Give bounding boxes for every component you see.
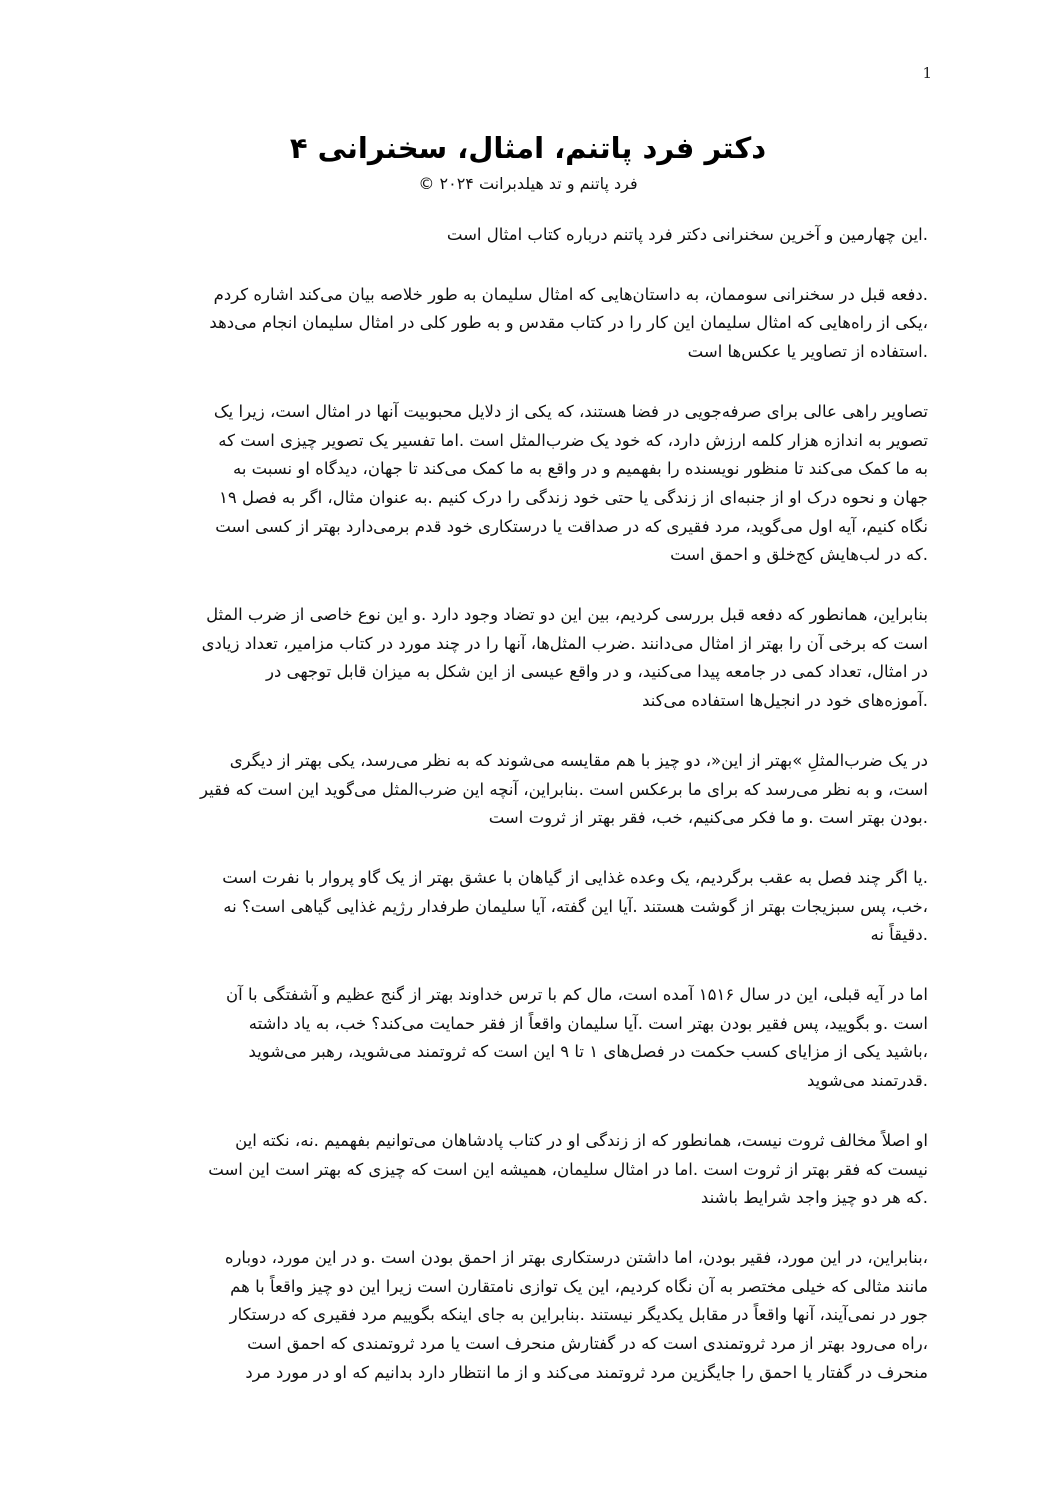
paragraph <box>128 747 928 833</box>
paragraph <box>128 1127 928 1213</box>
text-line: .این چهارمین و آخرین سخنرانی دکتر فرد پاتنم درباره کتاب امثال است <box>446 225 928 244</box>
paragraph <box>128 864 928 950</box>
text-line: جهان و نحوه درک او از جنبه‌ای از زندگی یا حتی خود زندگی را درک کنیم .به عنوان مثال، اگر به فصل ۱۹ <box>219 487 928 507</box>
document-body <box>128 128 928 1419</box>
paragraph <box>128 981 928 1096</box>
text-line: تصاویر راهی عالی برای صرفه‌جویی در فضا هستند، که یکی از دلایل محبوبیت آنها در امثال است، زیرا یک <box>213 401 928 421</box>
text-line: مانند مثالی که خیلی مختصر به آن نگاه کردیم، این یک توازی نامتقارن است زیرا این دو چیز واقعاً با هم <box>230 1276 928 1296</box>
paragraph <box>128 601 928 716</box>
text-line: است که برخی آن را بهتر از امثال می‌دانند .ضرب المثل‌ها، آنها را در چند مورد در کتاب مزامیر، تعداد زیادی <box>201 633 928 653</box>
text-line: ،خب، پس سبزیجات بهتر از گوشت هستند .آیا این گفته، آیا سلیمان طرفدار رژیم غذایی گیاهی است؟ نه <box>223 896 928 916</box>
text-line: .که در لب‌هایش کج‌خلق و احمق است <box>670 545 928 565</box>
paragraph-list <box>128 221 928 1388</box>
copyright-line: فرد پاتنم و تد هیلدبرانت ۲۰۲۴ © <box>418 174 638 193</box>
text-line: تصویر به اندازه هزار کلمه ارزش دارد، که خود یک ضرب‌المثل است .اما تفسیر یک تصویر چیزی است که <box>218 430 928 450</box>
paragraph <box>128 221 928 250</box>
text-line: .دفعه قبل در سخنرانی سوممان، به داستان‌هایی که امثال سلیمان به طور خلاصه بیان می‌کند اشاره کردم <box>213 284 928 304</box>
text-line: نیست که فقر بهتر از ثروت است .اما در امثال سلیمان، همیشه این است که چیزی که بهتر است این است <box>208 1159 928 1179</box>
text-line: بنابراین، همانطور که دفعه قبل بررسی کردیم، بین این دو تضاد وجود دارد .و این نوع خاصی از ضرب المثل <box>206 605 928 625</box>
text-line: .دقیقاً نه <box>870 925 928 945</box>
text-line: .قدرتمند می‌شوید <box>807 1071 928 1091</box>
text-line: نگاه کنیم، آیه اول می‌گوید، مرد فقیری که در صداقت یا درستکاری خود قدم برمی‌دارد بهتر از کسی است <box>215 516 928 536</box>
text-line: است .و بگویید، پس فقیر بودن بهتر است .آیا سلیمان واقعاً از فقر حمایت می‌کند؟ خب، به یاد داشته <box>248 1013 928 1033</box>
text-line: ،باشید یکی از مزایای کسب حکمت در فصل‌های ۱ تا ۹ این است که ثروتمند می‌شوید، رهبر می‌شوید <box>248 1042 928 1062</box>
text-line: است، و به نظر می‌رسد که برای ما برعکس است .بنابراین، آنچه این ضرب‌المثل می‌گوید این است که فقیر <box>200 779 928 799</box>
text-line: .استفاده از تصاویر یا عکس‌ها است <box>687 342 928 362</box>
text-line: .یا اگر چند فصل به عقب برگردیم، یک وعده غذایی از گیاهان با عشق بهتر از یک گاو پروار با نفرت است <box>222 867 928 887</box>
text-line: ،یکی از راه‌هایی که امثال سلیمان این کار را در کتاب مقدس و به طور کلی در امثال سلیمان انجام می‌دهد <box>209 313 928 333</box>
document-title: دکتر فرد پاتنم، امثال، سخنرانی ۴ <box>289 131 767 165</box>
text-line: ،راه می‌رود بهتر از مرد ثروتمندی است که در گفتارش منحرف است یا مرد ثروتمندی که احمق است <box>247 1334 928 1354</box>
text-line: منحرف در گفتار یا احمق را جایگزین مرد ثروتمند می‌کند و از ما انتظار دارد بدانیم که او در مورد مرد <box>245 1362 928 1382</box>
paragraph <box>128 281 928 367</box>
paragraph <box>128 1244 928 1388</box>
text-line: در امثال، تعداد کمی در جامعه پیدا می‌کنید، و در واقع عیسی از این شکل به میزان قابل توجهی در <box>266 662 928 682</box>
text-line: جور در نمی‌آیند، آنها واقعاً در مقابل یکدیگر نیستند .بنابراین به جای اینکه بگوییم مرد فقیری که درستکار <box>229 1305 928 1325</box>
text-line: .بودن بهتر است .و ما فکر می‌کنیم، خب، فقر بهتر از ثروت است <box>488 808 928 828</box>
text-line: او اصلاً مخالف ثروت نیست، همانطور که از زندگی او در کتاب پادشاهان می‌توانیم بفهمیم .نه، نکته این <box>235 1130 928 1150</box>
text-line: .که هر دو چیز واجد شرایط باشند <box>700 1188 928 1208</box>
text-line: به ما کمک می‌کند تا منظور نویسنده را بفهمیم و در واقع به ما کمک می‌کند تا جهان، دیدگاه او نسبت به <box>232 459 928 479</box>
text-line: اما در آیه قبلی، این در سال ۱۵۱۶ آمده است، مال کم با ترس خداوند بهتر از گنج عظیم و آشفتگی با آن <box>226 985 928 1005</box>
text-line: در یک ضرب‌المثلِ »بهتر از این«، دو چیز با هم مقایسه می‌شوند که به نظر می‌رسد، یکی بهتر از دیگری <box>229 750 928 770</box>
text-line: .آموزه‌های خود در انجیل‌ها استفاده می‌کند <box>642 691 928 711</box>
page-number: 1 <box>922 64 932 82</box>
text-line: ،بنابراین، در این مورد، فقیر بودن، اما داشتن درستکاری بهتر از احمق بودن است .و در این مورد، دوباره <box>224 1247 928 1267</box>
paragraph <box>128 398 928 570</box>
